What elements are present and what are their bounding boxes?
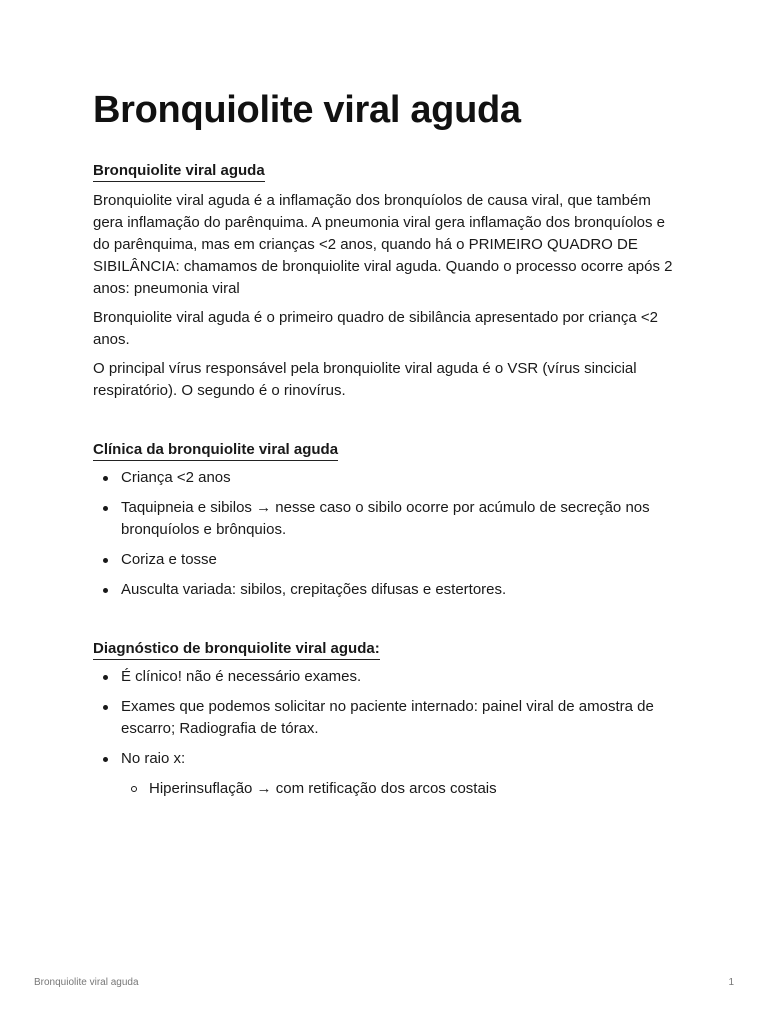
list-item-xray bbox=[93, 748, 683, 800]
section-heading-definition: Bronquiolite viral aguda bbox=[93, 162, 265, 182]
document-page bbox=[93, 88, 683, 808]
paragraph-first-wheezing: Bronquiolite viral aguda é o primeiro quadro de sibilância apresentado por criança <2 anos. bbox=[93, 309, 658, 348]
page-title: Bronquiolite viral aguda bbox=[93, 89, 521, 131]
xray-sublist bbox=[121, 778, 683, 800]
footer-title: Bronquiolite viral aguda bbox=[34, 977, 139, 988]
list-item: Exames que podemos solicitar no paciente internado: painel viral de amostra de escarro; Radiografia de tórax. bbox=[93, 696, 683, 740]
clinical-list bbox=[93, 467, 683, 601]
list-item: É clínico! não é necessário exames. bbox=[93, 666, 683, 688]
list-item: Taquipneia e sibilos → nesse caso o sibilo ocorre por acúmulo de secreção nos bronquíolos e brônquios. bbox=[93, 497, 683, 541]
footer-page-number: 1 bbox=[728, 977, 734, 988]
paragraph-virus: O principal vírus responsável pela bronquiolite viral aguda é o VSR (vírus sincicial respiratório). O segundo é o rinovírus. bbox=[93, 360, 637, 399]
diagnosis-list bbox=[93, 666, 683, 800]
list-item: Ausculta variada: sibilos, crepitações difusas e estertores. bbox=[93, 579, 683, 601]
section-heading-diagnosis: Diagnóstico de bronquiolite viral aguda: bbox=[93, 640, 380, 660]
list-item-label: No raio x: bbox=[121, 750, 186, 767]
list-item: Coriza e tosse bbox=[93, 549, 683, 571]
section-heading-clinical: Clínica da bronquiolite viral aguda bbox=[93, 441, 338, 461]
list-item: Criança <2 anos bbox=[93, 467, 683, 489]
paragraph-definition: Bronquiolite viral aguda é a inflamação dos bronquíolos de causa viral, que também gera inflamação do parênquima. A pneumonia viral gera inflamação dos bronquíolos e do parênquima, mas em crianças <2 anos, quando há o PRIMEIRO QUADRO DE SIBILÂNCIA: chamamos de bronquiolite viral aguda. Quando o processo ocorre após 2 anos: pneumonia viral bbox=[93, 192, 673, 297]
sub-list-item: Hiperinsuflação → com retificação dos arcos costais bbox=[121, 778, 683, 800]
